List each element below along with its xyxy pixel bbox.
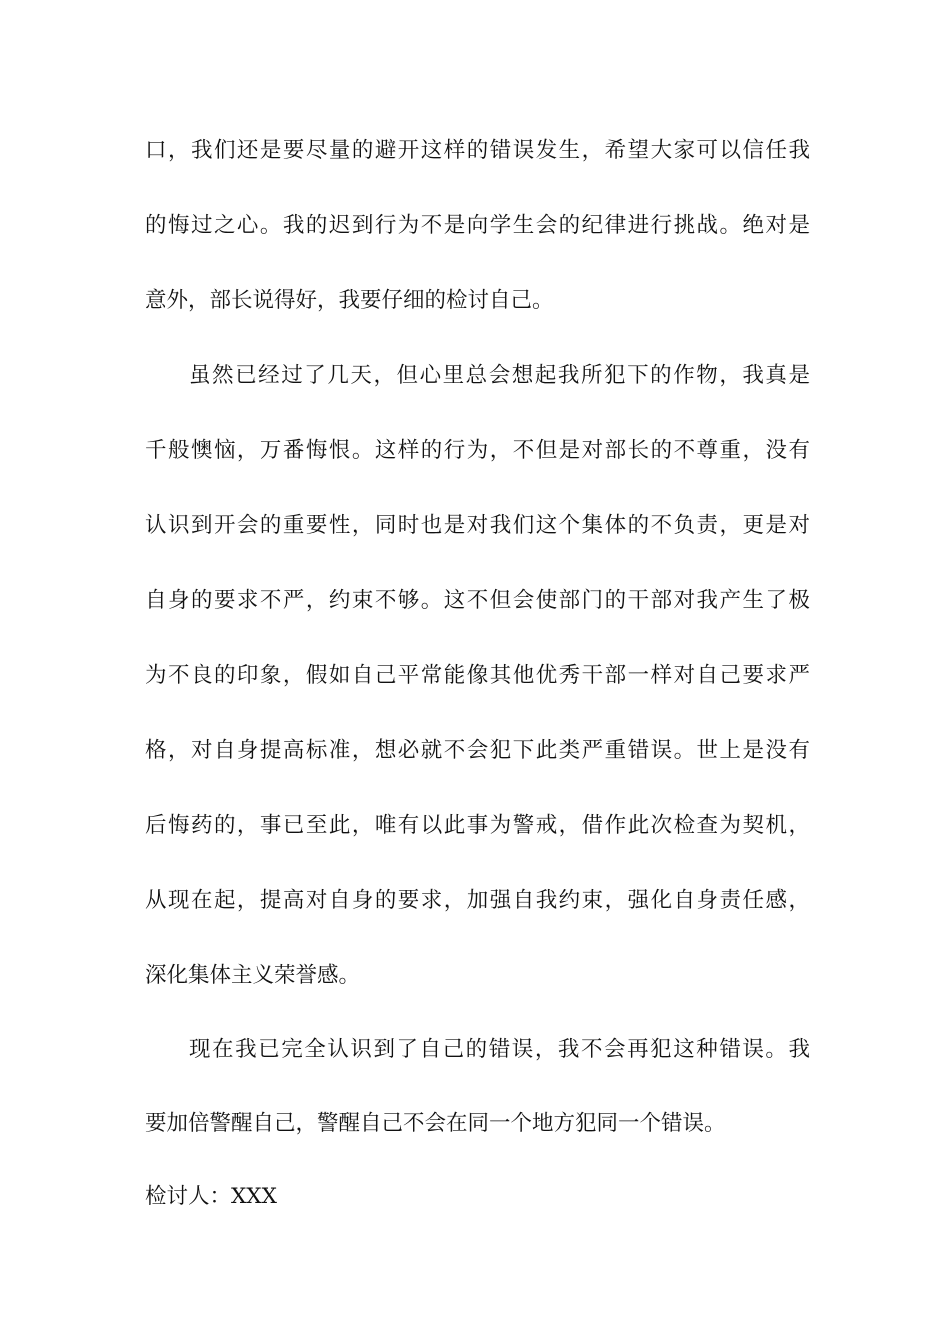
paragraph-2-line-9: 深化集体主义荣誉感。 <box>145 963 361 988</box>
paragraph-2-line-5: 为不良的印象，假如自己平常能像其他优秀干部一样对自己要求严 <box>145 663 810 688</box>
paragraph-3-line-1: 现在我已完全认识到了自己的错误，我不会再犯这种错误。我 <box>189 1037 810 1062</box>
paragraph-3-line-2: 要加倍警醒自己，警醒自己不会在同一个地方犯同一个错误。 <box>145 1111 726 1136</box>
paragraph-2-line-2: 千般懊恼，万番悔恨。这样的行为，不但是对部长的不尊重，没有 <box>145 438 810 463</box>
paragraph-2-line-4: 自身的要求不严，约束不够。这不但会使部门的干部对我产生了极 <box>145 588 810 613</box>
paragraph-2-line-3: 认识到开会的重要性，同时也是对我们这个集体的不负责，更是对 <box>145 513 810 538</box>
signature-line: 检讨人：XXX <box>145 1184 277 1209</box>
paragraph-2-line-8: 从现在起，提高对自身的要求，加强自我约束，强化自身责任感， <box>145 888 810 913</box>
paragraph-2-line-1: 虽然已经过了几天，但心里总会想起我所犯下的作物，我真是 <box>189 363 810 388</box>
paragraph-1-line-1: 口，我们还是要尽量的避开这样的错误发生，希望大家可以信任我 <box>145 138 810 163</box>
paragraph-2-line-7: 后悔药的，事已至此，唯有以此事为警戒，借作此次检查为契机， <box>145 813 810 838</box>
paragraph-1-line-2: 的悔过之心。我的迟到行为不是向学生会的纪律进行挑战。绝对是 <box>145 213 810 238</box>
paragraph-1-line-3: 意外，部长说得好，我要仔细的检讨自己。 <box>145 288 554 313</box>
paragraph-2-line-6: 格，对自身提高标准，想必就不会犯下此类严重错误。世上是没有 <box>145 738 810 763</box>
